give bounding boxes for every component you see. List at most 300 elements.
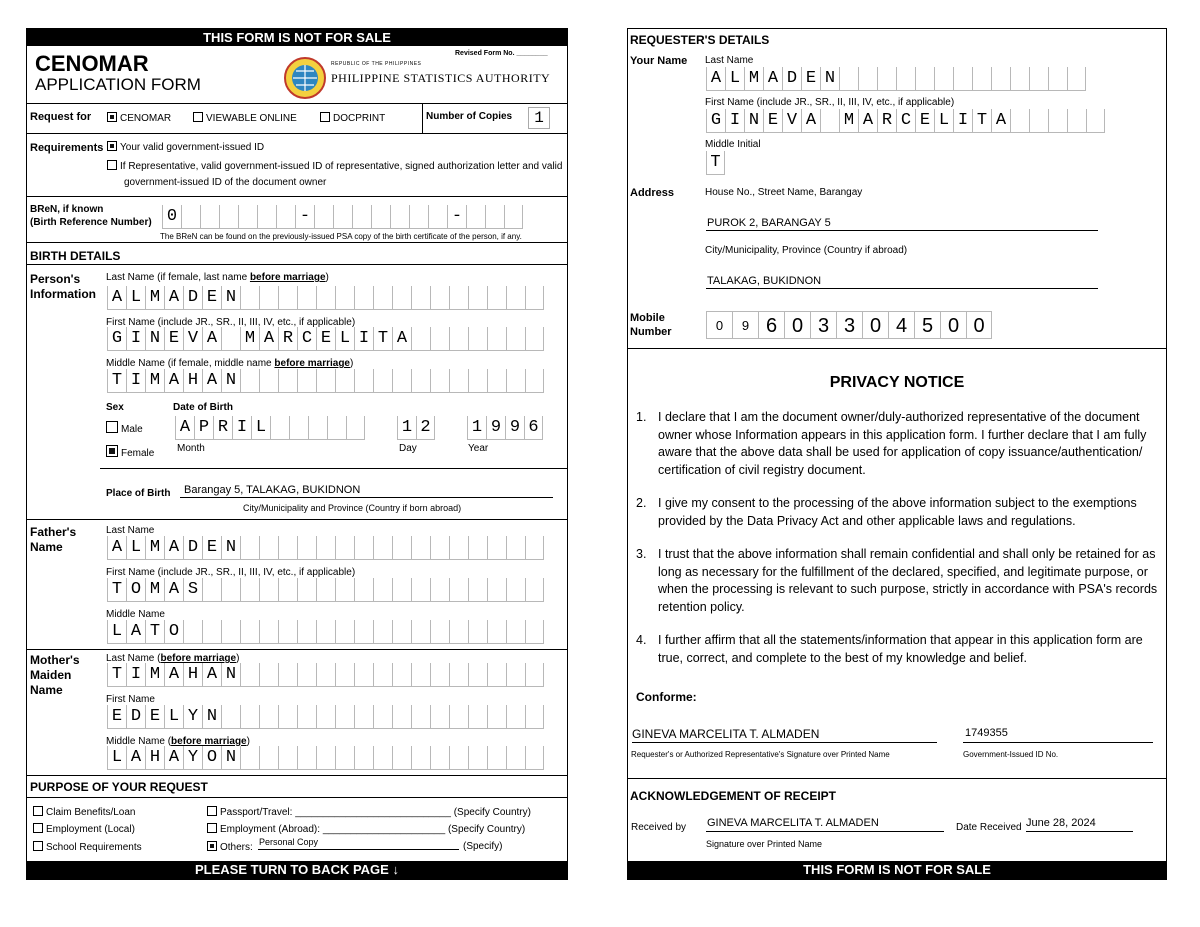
char-box[interactable]: 0 [162,205,181,229]
char-box[interactable] [346,416,365,440]
char-box[interactable] [316,578,335,602]
char-box[interactable]: I [354,327,373,351]
char-box[interactable] [240,705,259,729]
char-box[interactable] [487,705,506,729]
char-box[interactable] [327,416,346,440]
char-box[interactable]: A [164,578,183,602]
char-box[interactable]: A [164,536,183,560]
char-box[interactable] [487,578,506,602]
char-box[interactable]: A [202,369,221,393]
char-box[interactable]: L [251,416,270,440]
char-box[interactable] [278,536,297,560]
char-box[interactable] [1029,109,1048,133]
char-box[interactable] [335,578,354,602]
char-box[interactable]: G [107,327,126,351]
char-box[interactable] [352,205,371,229]
char-box[interactable] [316,536,335,560]
char-box[interactable]: 1 [467,416,486,440]
char-box[interactable] [333,205,352,229]
char-box[interactable]: E [763,109,782,133]
char-box[interactable] [297,746,316,770]
char-box[interactable] [316,369,335,393]
char-box[interactable] [392,663,411,687]
others-checkbox[interactable] [207,841,217,851]
char-box[interactable] [1067,67,1086,91]
char-box[interactable]: A [126,620,145,644]
school-checkbox[interactable] [33,841,43,851]
char-box[interactable]: C [896,109,915,133]
father-last-name[interactable] [107,536,544,560]
char-box[interactable]: A [991,109,1010,133]
char-box[interactable] [259,369,278,393]
char-box[interactable]: A [858,109,877,133]
char-box[interactable]: A [175,416,194,440]
dob-month[interactable] [175,416,365,440]
char-box[interactable] [487,327,506,351]
char-box[interactable] [1010,67,1029,91]
char-box[interactable]: Y [183,705,202,729]
char-box[interactable] [839,67,858,91]
char-box[interactable] [487,369,506,393]
char-box[interactable] [276,205,295,229]
char-box[interactable] [877,67,896,91]
char-box[interactable] [373,536,392,560]
char-box[interactable]: L [934,109,953,133]
char-box[interactable]: 3 [836,311,862,339]
char-box[interactable] [525,746,544,770]
char-box[interactable] [430,746,449,770]
char-box[interactable] [449,286,468,310]
char-box[interactable]: 9 [505,416,524,440]
char-box[interactable] [238,205,257,229]
char-box[interactable]: A [107,536,126,560]
char-box[interactable]: R [278,327,297,351]
req-1[interactable] [107,141,264,154]
char-box[interactable]: E [915,109,934,133]
char-box[interactable] [411,620,430,644]
char-box[interactable] [354,578,373,602]
mother-last-name[interactable] [107,663,544,687]
char-box[interactable] [316,746,335,770]
father-first-name[interactable] [107,578,544,602]
char-box[interactable]: E [801,67,820,91]
char-box[interactable]: 6 [758,311,784,339]
char-box[interactable] [487,286,506,310]
char-box[interactable] [278,663,297,687]
char-box[interactable]: T [107,369,126,393]
char-box[interactable]: A [202,663,221,687]
char-box[interactable]: A [164,369,183,393]
char-box[interactable]: E [202,536,221,560]
char-box[interactable] [373,286,392,310]
char-box[interactable]: 0 [862,311,888,339]
char-box[interactable] [181,205,200,229]
employment-abroad-checkbox[interactable] [207,823,217,833]
birth-last-name[interactable] [107,286,544,310]
char-box[interactable]: N [221,536,240,560]
char-box[interactable]: A [763,67,782,91]
char-box[interactable] [335,663,354,687]
char-box[interactable] [240,746,259,770]
char-box[interactable]: E [202,286,221,310]
char-box[interactable]: N [145,327,164,351]
char-box[interactable] [354,286,373,310]
char-box[interactable]: N [221,746,240,770]
char-box[interactable]: H [145,746,164,770]
char-box[interactable]: M [744,67,763,91]
char-box[interactable]: T [107,578,126,602]
purpose-employment-local[interactable] [33,823,135,836]
char-box[interactable] [392,578,411,602]
char-box[interactable] [430,327,449,351]
char-box[interactable] [373,746,392,770]
opt-docprint[interactable] [320,112,385,125]
char-box[interactable]: - [295,205,314,229]
mother-first-name[interactable] [107,705,544,729]
char-box[interactable]: 0 [706,311,732,339]
char-box[interactable] [354,746,373,770]
char-box[interactable] [289,416,308,440]
char-box[interactable] [354,536,373,560]
char-box[interactable] [1010,109,1029,133]
mobile-number[interactable] [706,311,992,339]
char-box[interactable]: I [126,327,145,351]
char-box[interactable]: D [183,536,202,560]
id-number[interactable]: 1749355 [963,727,1153,743]
char-box[interactable] [390,205,409,229]
char-box[interactable] [240,536,259,560]
char-box[interactable] [354,620,373,644]
pob-value[interactable]: Barangay 5, TALAKAG, BUKIDNON [180,484,553,498]
char-box[interactable] [525,327,544,351]
char-box[interactable] [468,369,487,393]
char-box[interactable] [259,663,278,687]
char-box[interactable] [202,578,221,602]
char-box[interactable] [525,286,544,310]
char-box[interactable] [1029,67,1048,91]
char-box[interactable] [449,663,468,687]
char-box[interactable] [411,369,430,393]
char-box[interactable] [278,369,297,393]
char-box[interactable]: M [240,327,259,351]
char-box[interactable] [219,205,238,229]
copies-input[interactable]: 1 [528,107,550,129]
address-line2[interactable]: TALAKAG, BUKIDNON [706,275,1098,289]
char-box[interactable] [1048,109,1067,133]
char-box[interactable] [278,746,297,770]
purpose-school[interactable] [33,841,142,854]
opt-cenomar[interactable] [107,112,171,125]
char-box[interactable] [487,620,506,644]
req1-checkbox[interactable] [107,141,117,151]
char-box[interactable] [259,536,278,560]
char-box[interactable]: A [164,663,183,687]
char-box[interactable]: I [725,109,744,133]
char-box[interactable]: A [107,286,126,310]
char-box[interactable] [506,578,525,602]
char-box[interactable]: R [877,109,896,133]
char-box[interactable] [278,620,297,644]
char-box[interactable] [278,578,297,602]
char-box[interactable]: O [164,620,183,644]
char-box[interactable]: V [782,109,801,133]
female-checkbox[interactable] [106,445,118,457]
char-box[interactable]: T [706,151,725,175]
char-box[interactable] [297,705,316,729]
char-box[interactable]: S [183,578,202,602]
char-box[interactable]: M [145,663,164,687]
char-box[interactable] [335,369,354,393]
char-box[interactable] [525,369,544,393]
opt-viewable[interactable] [193,112,297,125]
char-box[interactable]: O [126,578,145,602]
char-box[interactable]: - [447,205,466,229]
char-box[interactable]: I [232,416,251,440]
char-box[interactable]: 5 [914,311,940,339]
signer-name[interactable]: GINEVA MARCELITA T. ALMADEN [632,727,937,743]
char-box[interactable] [468,578,487,602]
char-box[interactable]: N [744,109,763,133]
char-box[interactable] [297,536,316,560]
char-box[interactable]: E [107,705,126,729]
char-box[interactable]: O [202,746,221,770]
char-box[interactable]: L [725,67,744,91]
char-box[interactable] [392,286,411,310]
char-box[interactable] [991,67,1010,91]
char-box[interactable] [485,205,504,229]
char-box[interactable]: A [801,109,820,133]
char-box[interactable] [506,746,525,770]
char-box[interactable]: P [194,416,213,440]
char-box[interactable] [411,705,430,729]
char-box[interactable]: N [202,705,221,729]
char-box[interactable] [240,578,259,602]
char-box[interactable]: T [972,109,991,133]
char-box[interactable] [335,286,354,310]
char-box[interactable] [1048,67,1067,91]
char-box[interactable]: E [164,327,183,351]
char-box[interactable]: L [107,746,126,770]
char-box[interactable] [392,536,411,560]
birth-middle-name[interactable] [107,369,544,393]
char-box[interactable] [506,705,525,729]
char-box[interactable] [316,663,335,687]
sex-female[interactable] [106,445,154,460]
char-box[interactable] [468,746,487,770]
char-box[interactable]: Y [183,746,202,770]
char-box[interactable] [259,578,278,602]
char-box[interactable] [221,578,240,602]
char-box[interactable] [411,327,430,351]
char-box[interactable]: T [145,620,164,644]
char-box[interactable] [525,663,544,687]
char-box[interactable]: E [316,327,335,351]
char-box[interactable] [392,746,411,770]
char-box[interactable]: H [183,663,202,687]
mother-middle-name[interactable] [107,746,544,770]
bren-boxes[interactable] [162,205,523,229]
char-box[interactable]: N [820,67,839,91]
char-box[interactable] [373,620,392,644]
char-box[interactable] [915,67,934,91]
char-box[interactable] [506,663,525,687]
char-box[interactable]: 9 [486,416,505,440]
char-box[interactable] [468,705,487,729]
char-box[interactable]: 0 [940,311,966,339]
char-box[interactable]: D [183,286,202,310]
char-box[interactable]: 9 [732,311,758,339]
char-box[interactable]: 4 [888,311,914,339]
char-box[interactable] [972,67,991,91]
char-box[interactable] [335,705,354,729]
char-box[interactable] [373,369,392,393]
char-box[interactable] [297,578,316,602]
char-box[interactable]: 6 [524,416,543,440]
char-box[interactable] [409,205,428,229]
char-box[interactable] [411,536,430,560]
char-box[interactable] [449,705,468,729]
claim-checkbox[interactable] [33,806,43,816]
char-box[interactable] [354,705,373,729]
char-box[interactable]: V [183,327,202,351]
char-box[interactable]: H [183,369,202,393]
char-box[interactable] [314,205,333,229]
male-checkbox[interactable] [106,421,118,433]
char-box[interactable]: L [107,620,126,644]
date-received[interactable]: June 28, 2024 [1026,817,1133,832]
char-box[interactable] [1067,109,1086,133]
purpose-passport[interactable] [207,806,531,819]
dob-day[interactable] [397,416,435,440]
char-box[interactable] [259,705,278,729]
char-box[interactable] [411,663,430,687]
char-box[interactable] [411,286,430,310]
char-box[interactable]: 2 [416,416,435,440]
char-box[interactable] [506,327,525,351]
char-box[interactable] [820,109,839,133]
req-first-name[interactable] [706,109,1105,133]
char-box[interactable]: L [335,327,354,351]
req-last-name[interactable] [706,67,1086,91]
char-box[interactable] [487,536,506,560]
char-box[interactable] [896,67,915,91]
passport-checkbox[interactable] [207,806,217,816]
char-box[interactable] [858,67,877,91]
char-box[interactable] [221,705,240,729]
char-box[interactable] [468,536,487,560]
char-box[interactable] [506,369,525,393]
char-box[interactable] [240,620,259,644]
char-box[interactable] [506,620,525,644]
char-box[interactable]: A [164,286,183,310]
receiver-name[interactable]: GINEVA MARCELITA T. ALMADEN [706,817,944,832]
req-middle-initial[interactable] [706,151,725,175]
char-box[interactable]: L [164,705,183,729]
char-box[interactable] [278,705,297,729]
char-box[interactable]: M [145,536,164,560]
char-box[interactable] [392,369,411,393]
char-box[interactable] [449,578,468,602]
docprint-checkbox[interactable] [320,112,330,122]
char-box[interactable]: N [221,369,240,393]
char-box[interactable] [297,620,316,644]
req2-checkbox[interactable] [107,160,117,170]
char-box[interactable] [506,286,525,310]
char-box[interactable]: N [221,286,240,310]
char-box[interactable] [259,746,278,770]
char-box[interactable] [221,327,240,351]
purpose-others[interactable] [207,841,253,854]
char-box[interactable] [202,620,221,644]
char-box[interactable] [371,205,390,229]
char-box[interactable] [449,536,468,560]
char-box[interactable] [449,327,468,351]
char-box[interactable] [316,286,335,310]
father-middle-name[interactable] [107,620,544,644]
char-box[interactable]: M [145,578,164,602]
others-value[interactable]: Personal Copy [258,837,459,850]
char-box[interactable] [934,67,953,91]
char-box[interactable]: L [126,286,145,310]
char-box[interactable]: A [126,746,145,770]
char-box[interactable] [354,369,373,393]
char-box[interactable] [200,205,219,229]
char-box[interactable] [411,578,430,602]
char-box[interactable] [430,286,449,310]
char-box[interactable] [430,578,449,602]
char-box[interactable] [183,620,202,644]
sex-male[interactable] [106,421,143,436]
char-box[interactable] [1086,109,1105,133]
char-box[interactable] [466,205,485,229]
char-box[interactable]: T [107,663,126,687]
char-box[interactable]: M [145,286,164,310]
char-box[interactable]: A [392,327,411,351]
char-box[interactable]: 0 [966,311,992,339]
char-box[interactable] [525,620,544,644]
char-box[interactable]: M [839,109,858,133]
char-box[interactable] [308,416,327,440]
address-line1[interactable]: PUROK 2, BARANGAY 5 [706,217,1098,231]
char-box[interactable] [297,663,316,687]
char-box[interactable] [468,286,487,310]
char-box[interactable] [430,705,449,729]
char-box[interactable] [430,620,449,644]
char-box[interactable] [354,663,373,687]
char-box[interactable] [487,663,506,687]
char-box[interactable] [430,663,449,687]
char-box[interactable] [259,620,278,644]
char-box[interactable] [221,620,240,644]
char-box[interactable] [297,369,316,393]
char-box[interactable]: T [373,327,392,351]
char-box[interactable]: 3 [810,311,836,339]
char-box[interactable]: A [164,746,183,770]
char-box[interactable] [525,705,544,729]
birth-first-name[interactable] [107,327,544,351]
char-box[interactable] [373,663,392,687]
purpose-claim[interactable] [33,806,136,819]
char-box[interactable] [506,536,525,560]
char-box[interactable]: A [259,327,278,351]
char-box[interactable] [297,286,316,310]
char-box[interactable] [449,369,468,393]
char-box[interactable]: A [706,67,725,91]
char-box[interactable] [430,536,449,560]
char-box[interactable] [468,620,487,644]
char-box[interactable] [259,286,278,310]
char-box[interactable] [468,663,487,687]
